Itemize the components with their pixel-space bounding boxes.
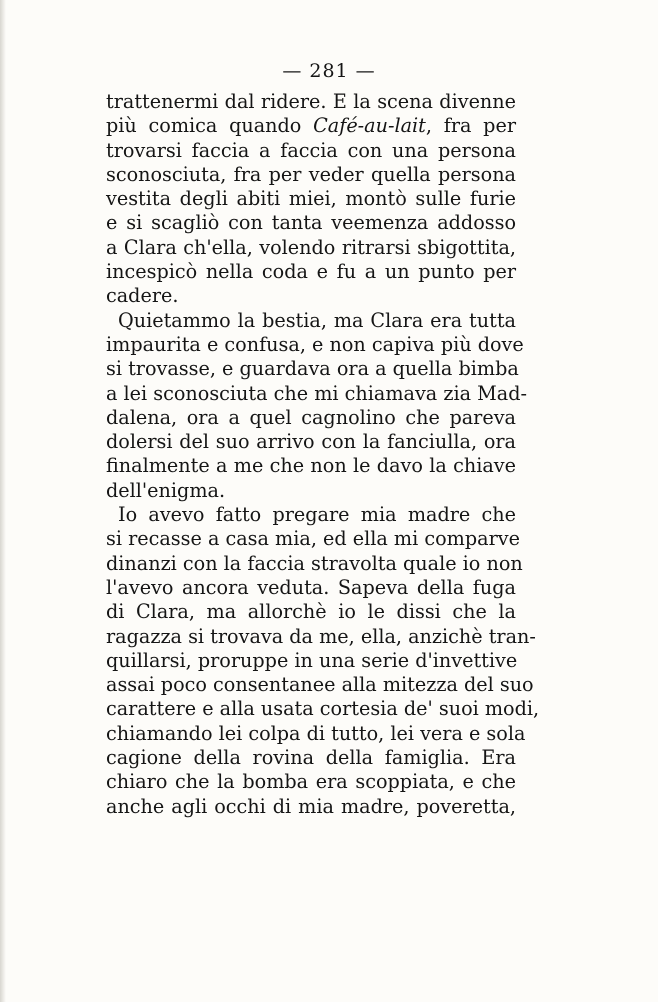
text-line (106, 114, 516, 138)
text-line: trattenermi dal ridere. E la scena divenne (106, 90, 516, 113)
text-line: assai poco consentanee alla mitezza del suo (106, 673, 534, 697)
text-line: l'avevo ancora veduta. Sapeva della fuga (106, 575, 516, 599)
text-line: dalena, ora a quel cagnolino che pareva (106, 405, 516, 429)
text-line: dolersi del suo arrivo con la fanciulla, ora (106, 430, 516, 454)
paragraph-start-line: Io avevo fatto pregare mia madre che (118, 503, 516, 527)
page-edge-shadow (0, 0, 6, 1002)
text-line: finalmente a me che non le davo la chiave (106, 454, 516, 478)
text-line: a Clara ch'ella, volendo ritrarsi sbigottita, (106, 235, 516, 259)
text-line: vestita degli abiti miei, montò sulle furie (106, 187, 516, 211)
text-line: a lei sconosciuta che mi chiamava zia Mad- (106, 381, 527, 405)
text-line: incespicò nella coda e fu a un punto per (106, 260, 516, 284)
text-line: quillarsi, proruppe in una serie d'invettive (106, 648, 518, 672)
text-line: chiaro che la bomba era scoppiata, e che (106, 770, 516, 794)
page-number: — 281 — (282, 60, 376, 82)
text-line: cagione della rovina della famiglia. Era (106, 746, 516, 770)
text-fragment: più comica quando (106, 114, 302, 138)
text-line: dinanzi con la faccia stravolta quale io non (106, 551, 523, 575)
text-line: impaurita e confusa, e non capiva più dove (106, 332, 524, 356)
text-line: si recasse a casa mia, ed ella mi comparve (106, 527, 520, 551)
text-line: e si scagliò con tanta veemenza addosso (106, 211, 516, 235)
text-line: chiamando lei colpa di tutto, lei vera e sola (106, 721, 526, 745)
text-line: trovarsi faccia a faccia con una persona (106, 138, 516, 162)
text-line: dell'enigma. (106, 478, 226, 502)
text-line: di Clara, ma allorchè io le dissi che la (106, 600, 516, 624)
text-line: ragazza si trovava da me, ella, anzichè tran- (106, 624, 536, 648)
italic-title: Café-au-lait (313, 114, 426, 138)
paragraph-start-line: Quietammo la bestia, ma Clara era tutta (118, 308, 516, 332)
text-line: anche agli occhi di mia madre, poveretta, (106, 794, 516, 818)
text-fragment: , fra per (425, 114, 516, 138)
text-line: sconosciuta, fra per veder quella persona (106, 162, 516, 186)
text-line: si trovasse, e guardava ora a quella bimba (106, 357, 519, 381)
text-line: cadere. (106, 284, 179, 308)
body-text (106, 90, 540, 819)
text-line: carattere e alla usata cortesia de' suoi modi, (106, 697, 540, 721)
